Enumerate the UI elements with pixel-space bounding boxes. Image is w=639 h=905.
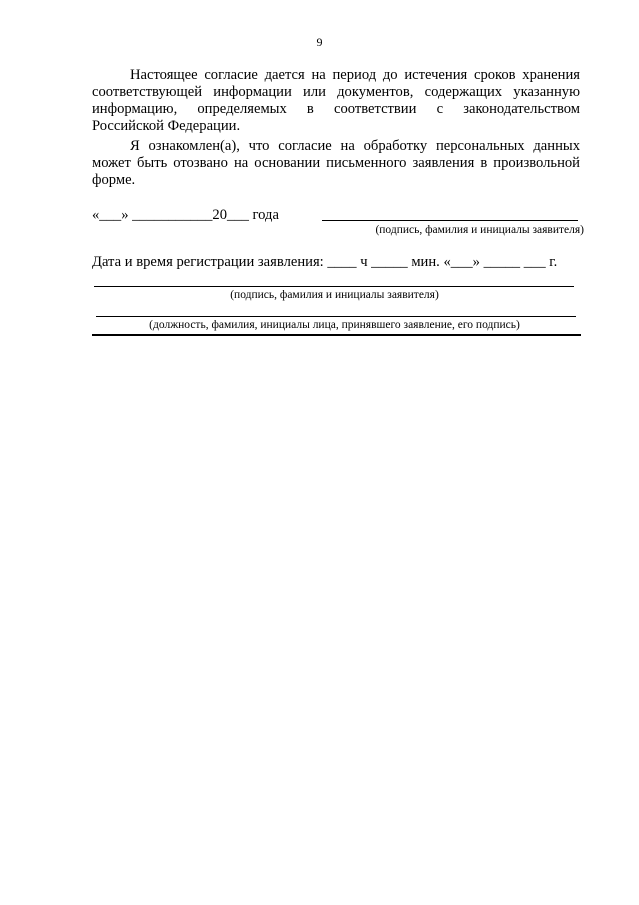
page-number: 9	[316, 35, 323, 49]
applicant-signature-caption: (подпись, фамилия и инициалы заявителя)	[375, 224, 584, 236]
paragraph-line: может быть отозвано на основании письменного заявления в произвольной	[92, 155, 580, 171]
applicant-signature-caption-2: (подпись, фамилия и инициалы заявителя)	[230, 289, 439, 301]
paragraph-line: Российской Федерации.	[92, 118, 241, 134]
closing-rule	[92, 334, 581, 336]
paragraph-line: форме.	[92, 172, 136, 188]
date-blank-line: «___» ___________20___ года	[92, 207, 279, 223]
applicant-signature-line	[322, 220, 578, 221]
registration-datetime-line: Дата и время регистрации заявления: ____ ч _____ мин. «___» _____ ___ г.	[92, 254, 558, 270]
paragraph-line: соответствующей информации или документов, содержащих указанную	[92, 84, 580, 100]
applicant-signature-line-2	[94, 286, 574, 287]
official-signature-line	[96, 316, 576, 317]
paragraph-line: информацию, определяемых в соответствии с законодательством	[92, 101, 580, 117]
paragraph-line: Настоящее согласие дается на период до истечения сроков хранения	[130, 67, 580, 83]
official-signature-caption: (должность, фамилия, инициалы лица, принявшего заявление, его подпись)	[149, 319, 520, 331]
consent-revocation-paragraph	[92, 138, 580, 189]
consent-period-paragraph	[92, 67, 580, 135]
paragraph-line: Я ознакомлен(а), что согласие на обработку персональных данных	[130, 138, 580, 154]
